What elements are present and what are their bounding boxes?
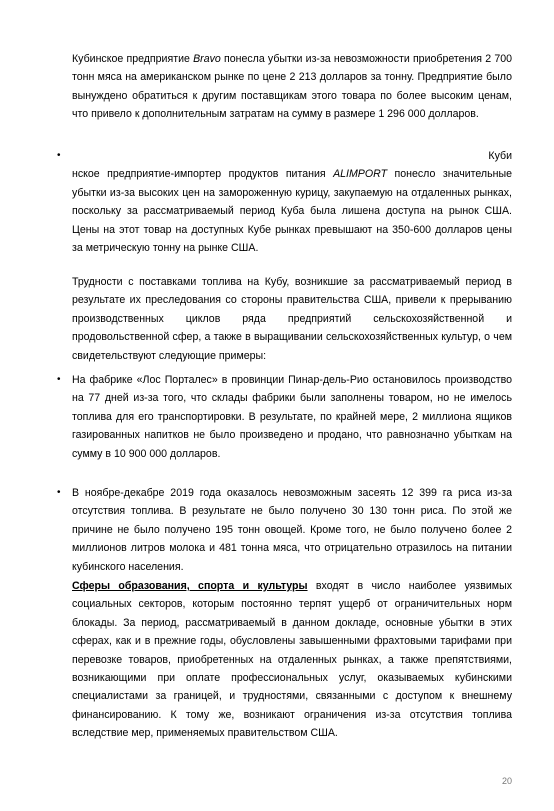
paragraph-rice: В ноябре-декабре 2019 года оказалось невозможным засеять 12 399 га риса из-за отсутствия топлива. В результате не было получено 30 130 тонн риса. По этой же причине не было получено 195 тонн овощей. Кроме того, не было получено более 2 миллионов литров молока и 481 тонна мяса, что отрицательно отразилось на питании кубинского населения.	[72, 487, 512, 573]
education-text: входят в число наиболее уязвимых социальных секторов, которым постоянно терпят ущерб от ограничительных норм блокады. За период, рассматриваемый в данном докладе, основные убытки в этих сферах, как и в прежние годы, обусловлены завышенными фрахтовыми тарифами при перевозке товаров, приобретенных на отдаленных рынках, а также препятствиями, возникающими при оплате профессиональных услуг, оказываемых кубинскими специалистами за границей, и трудностями, связанными с доступом к внешнему финансированию. К тому же, возникают ограничения из-за отсутствия топлива вследствие мер, применяемых правительством США.	[72, 580, 512, 740]
bravo-text-pre: Кубинское предприятие	[72, 53, 194, 65]
paragraph-alimport	[72, 147, 512, 257]
paragraph-fuel: Трудности с поставками топлива на Кубу, возникшие за рассматриваемый период в результате их преследования со стороны правительства США, привели к прерыванию производственных циклов ряда предприятий сельскохозяйственной и продовольственной сфер, а также в выращивании сельскохозяйственных культур, о чем свидетельствуют следующие примеры:	[72, 276, 512, 362]
bullet-icon: •	[57, 150, 61, 161]
company-name-bravo: Bravo	[193, 53, 221, 65]
alimport-first-line: Куби	[488, 150, 512, 162]
alimport-text-post: понесло значительные убытки из-за высоких цен на замороженную курицу, закупаемую на отдаленных рынках, поскольку за рассматриваемый период Куба была лишена доступа на рынок США. Цены на этот товар на доступных Кубе рынках превышают на 350-600 долларов цены за метрическую тонну на рынке США.	[72, 168, 512, 255]
paragraph-los-portales: На фабрике «Лос Порталес» в провинции Пинар-дель-Рио остановилось производство на 77 дней из-за того, что склады фабрики были заполнены товаром, но не имелось топлива для его транспортировки. В результате, по крайней мере, 2 миллиона ящиков газированных напитков не было произведено и продано, что равнозначно убыткам на сумму в 10 900 000 долларов.	[72, 374, 512, 460]
bullet-icon: •	[57, 487, 61, 498]
page-number: 20	[501, 776, 512, 786]
bravo-text-post: понесла убытки из-за невозможности приобретения 2 700 тонн мяса на американском рынке по цене 2 213 долларов за тонну. Предприятие было вынуждено обратиться к другим поставщикам этого товара по более высоким ценам, что привело к дополнительным затратам на сумму в размере 1 296 000 долларов.	[72, 53, 512, 121]
paragraph-education	[72, 577, 512, 743]
bullet-icon: •	[57, 374, 61, 385]
section-heading: Сферы образования, спорта и культуры	[72, 580, 308, 592]
alimport-text-pre: нское предприятие-импортер продуктов питания	[72, 168, 334, 181]
paragraph-bravo	[72, 50, 512, 124]
company-name-alimport: ALIMPORT	[333, 168, 388, 181]
